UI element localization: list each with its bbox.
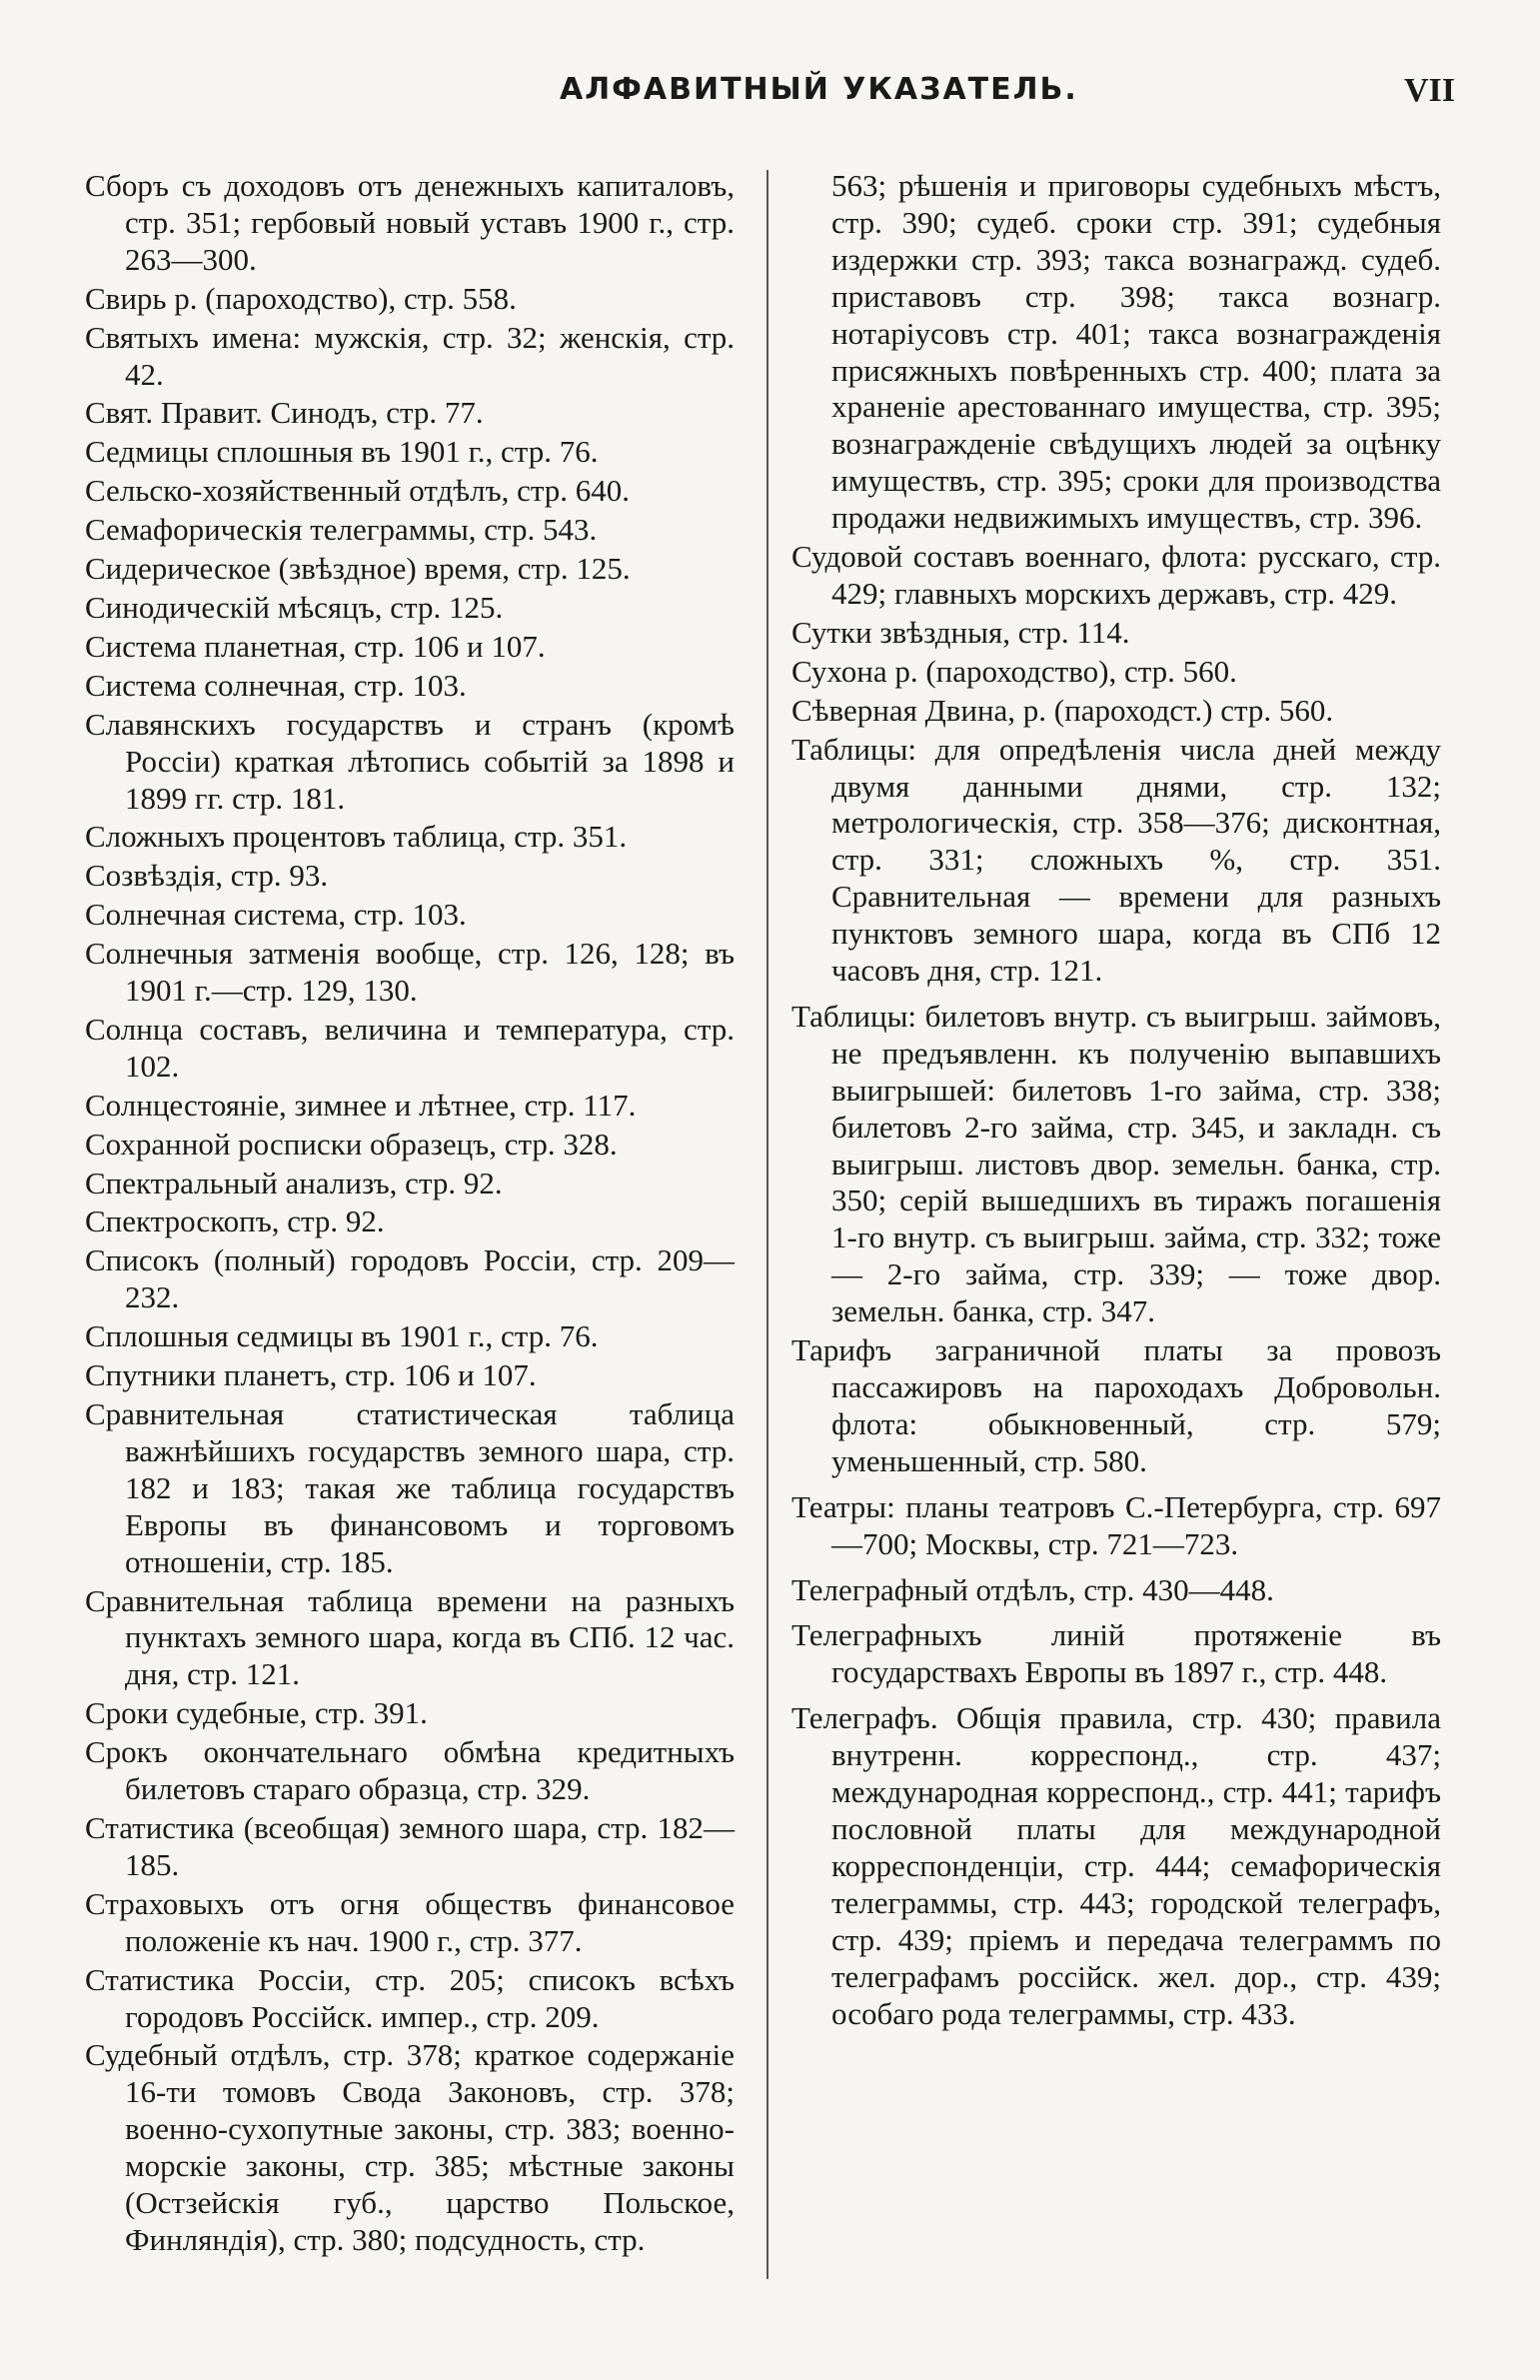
index-entry: Судебный отдѣлъ, стр. 378; краткое содержаніе 16-ти томовъ Свода Законовъ, стр. 378; военно-сухопутные законы, стр. 383; военно-морскіе законы, стр. 385; мѣстные законы (Остзейскія губ., царство Польское, Финляндія), стр. 380; подсудность, стр. bbox=[85, 2037, 735, 2257]
index-entry: Сохранной росписки образецъ, стр. 328. bbox=[85, 1126, 618, 1162]
running-title: АЛФАВИТНЫЙ УКАЗАТЕЛЬ. bbox=[560, 72, 1078, 107]
index-entry: Спутники планетъ, стр. 106 и 107. bbox=[85, 1357, 537, 1393]
index-entry: Статистика (всеобщая) земного шара, стр. 182—185. bbox=[85, 1809, 735, 1882]
index-entry: Система планетная, стр. 106 и 107. bbox=[85, 628, 546, 664]
index-entry: Театры: планы театровъ С.-Петербурга, стр. 697—700; Москвы, стр. 721—723. bbox=[791, 1488, 1441, 1561]
index-entry: Статистика Россіи, стр. 205; списокъ всѣхъ городовъ Россійск. импер., стр. 209. bbox=[85, 1961, 735, 2034]
index-entry: Солнечныя затменія вообще, стр. 126, 128; въ 1901 г.—стр. 129, 130. bbox=[85, 936, 735, 1009]
index-entry: Сухона р. (пароходство), стр. 560. bbox=[791, 653, 1237, 689]
index-entry: Святыхъ имена: мужскія, стр. 32; женскія, стр. 42. bbox=[85, 319, 735, 392]
index-entry: Созвѣздія, стр. 93. bbox=[85, 858, 329, 894]
index-entry: Сборъ съ доходовъ отъ денежныхъ капиталовъ, стр. 351; гербовый новый уставъ 1900 г., стр. 263—300. bbox=[85, 168, 735, 277]
index-entry: Телеграфный отдѣлъ, стр. 430—448. bbox=[791, 1571, 1274, 1607]
page-number: VII bbox=[1404, 72, 1456, 109]
page-header bbox=[0, 72, 1540, 122]
index-entry: Сравнительная таблица времени на разныхъ пунктахъ земного шара, когда въ СПб. 12 час. дня, стр. 121. bbox=[85, 1582, 735, 1692]
index-entry: Страховыхъ отъ огня обществъ финансовое положеніе къ нач. 1900 г., стр. 377. bbox=[85, 1885, 735, 1958]
index-entry: Сидерическое (звѣздное) время, стр. 125. bbox=[85, 551, 631, 587]
index-entry: Сравнительная статистическая таблица важнѣйшихъ государствъ земного шара, стр. 182 и 183; такая же таблица государствъ Европы въ финансовомъ и торговомъ отношеніи, стр. 185. bbox=[85, 1396, 735, 1579]
index-entry: Семафорическія телеграммы, стр. 543. bbox=[85, 512, 598, 548]
index-entry: Таблицы: билетовъ внутр. съ выигрыш. займовъ, не предъявленн. къ полученію выпавшихъ выигрышей: билетовъ 1-го займа, стр. 338; билетовъ 2-го займа, стр. 345, и закладн. съ выигрыш. листовъ двор. земельн. банка, стр. 350; серій вышедшихъ въ тиражъ погашенія 1-го внутр. съ выигрыш. займа, стр. 332; тоже — 2-го займа, стр. 339; — тоже двор. земельн. банка, стр. 347. bbox=[791, 998, 1441, 1329]
index-entry: Сѣверная Двина, р. (пароходст.) стр. 560. bbox=[791, 692, 1334, 728]
index-entry: Спектральный анализъ, стр. 92. bbox=[85, 1165, 503, 1200]
index-entry: Сельско-хозяйственный отдѣлъ, стр. 640. bbox=[85, 473, 631, 509]
index-entry: Судовой составъ военнаго, флота: русскаго, стр. 429; главныхъ морскихъ державъ, стр. 429. bbox=[791, 539, 1441, 611]
index-entry: Солнечная система, стр. 103. bbox=[85, 897, 467, 933]
column-divider bbox=[767, 170, 769, 2279]
index-entry: Свят. Правит. Синодъ, стр. 77. bbox=[85, 395, 484, 431]
index-entry: Тарифъ заграничной платы за провозъ пассажировъ на пароходахъ Добровольн. флота: обыкновенный, стр. 579; уменьшенный, стр. 580. bbox=[791, 1332, 1441, 1478]
index-entry: Таблицы: для опредѣленія числа дней между двумя данными днями, стр. 132; метрологическія, стр. 358—376; дисконтная, стр. 331; сложныхъ %, стр. 351. Сравнительная — времени для разныхъ пунктовъ земного шара, когда въ СПб 12 часовъ дня, стр. 121. bbox=[791, 731, 1441, 989]
index-entry: Солнцестояніе, зимнее и лѣтнее, стр. 117. bbox=[85, 1087, 637, 1123]
index-entry: Списокъ (полный) городовъ Россіи, стр. 209—232. bbox=[85, 1242, 735, 1315]
index-entry: Седмицы сплошныя въ 1901 г., стр. 76. bbox=[85, 434, 599, 470]
index-entry-continued: 563; рѣшенія и приговоры судебныхъ мѣстъ, стр. 390; судеб. сроки стр. 391; судебныя издержки стр. 393; такса вознагражд. судеб. приставовъ стр. 398; такса вознагр. нотаріусовъ стр. 401; такса вознагражденія присяжныхъ повѣренныхъ стр. 400; плата за храненіе арестованнаго имущества, стр. 395; вознагражденіе свѣдущихъ людей за оцѣнку имуществъ, стр. 395; сроки для производства продажи недвижимыхъ имуществъ, стр. 396. bbox=[831, 168, 1441, 536]
index-entry: Сроки судебные, стр. 391. bbox=[85, 1695, 428, 1731]
index-entry: Телеграфныхъ линій протяженіе въ государствахъ Европы въ 1897 г., стр. 448. bbox=[791, 1617, 1441, 1690]
index-column-right bbox=[791, 168, 1441, 2034]
index-entry: Спектроскопъ, стр. 92. bbox=[85, 1203, 385, 1239]
index-column-left bbox=[85, 168, 735, 2261]
index-entry: Синодическій мѣсяцъ, стр. 125. bbox=[85, 589, 504, 625]
index-entry: Сутки звѣздныя, стр. 114. bbox=[791, 614, 1130, 650]
index-entry: Свирь р. (пароходство), стр. 558. bbox=[85, 280, 517, 316]
index-entry: Срокъ окончательнаго обмѣна кредитныхъ билетовъ стараго образца, стр. 329. bbox=[85, 1734, 735, 1807]
index-entry: Сплошныя седмицы въ 1901 г., стр. 76. bbox=[85, 1318, 599, 1354]
index-entry: Телеграфъ. Общія правила, стр. 430; правила внутренн. корреспонд., стр. 437; международная корреспонд., стр. 441; тарифъ пословной платы для международной корреспонденціи, стр. 444; семафорическія телеграммы, стр. 443; городской телеграфъ, стр. 439; пріемъ и передача телеграммъ по телеграфамъ россійск. жел. дор., стр. 439; особаго рода телеграммы, стр. 433. bbox=[791, 1700, 1441, 2031]
index-entry: Славянскихъ государствъ и странъ (кромѣ Россіи) краткая лѣтопись событій за 1898 и 1899 гг. стр. 181. bbox=[85, 706, 735, 816]
index-entry: Система солнечная, стр. 103. bbox=[85, 667, 467, 703]
index-entry: Сложныхъ процентовъ таблица, стр. 351. bbox=[85, 819, 628, 855]
index-entry: Солнца составъ, величина и температура, стр. 102. bbox=[85, 1011, 735, 1084]
